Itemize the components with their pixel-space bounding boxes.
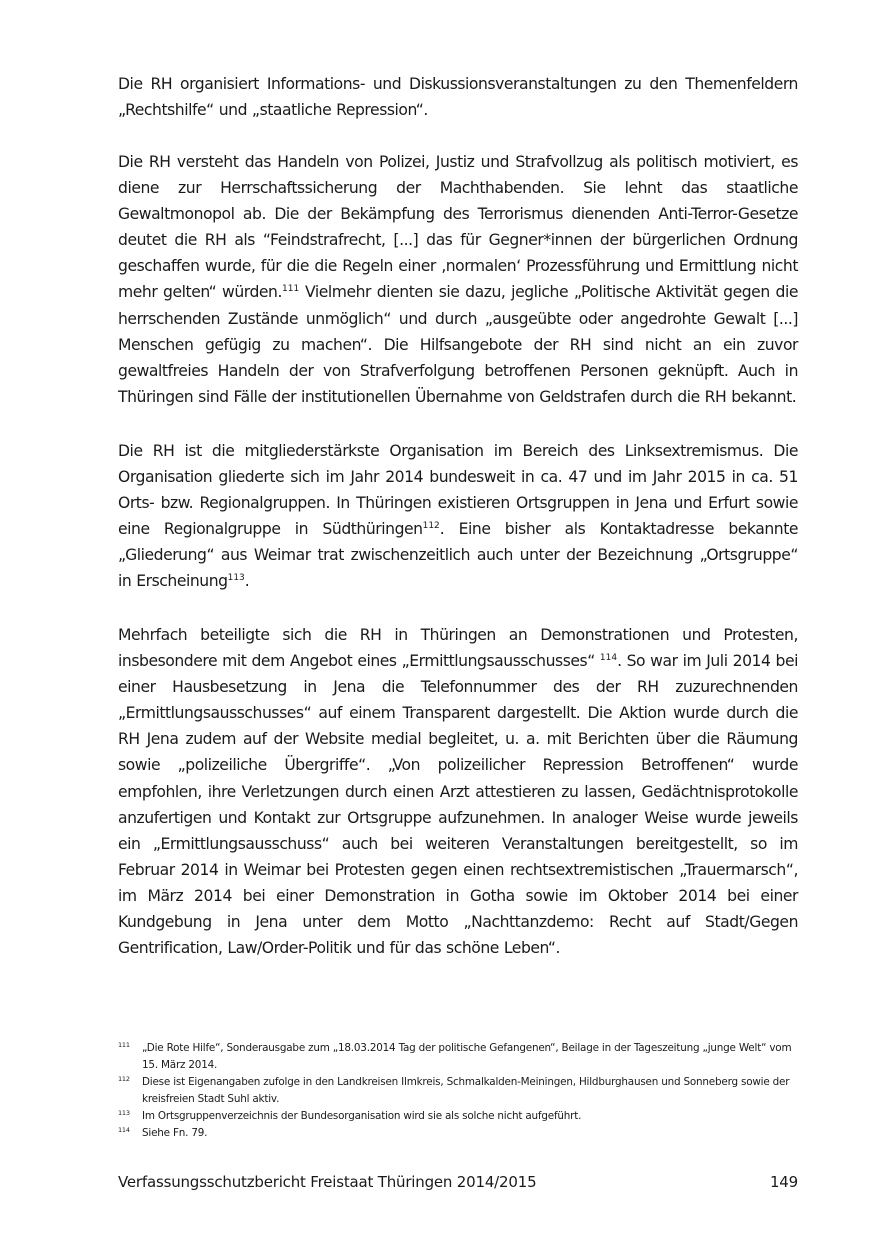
paragraph-text: . So war im Juli 2014 bei einer Hausbesetzung in Jena die Telefonnummer des der RH zuzurechnenden „Ermittlungsausschusses“ auf einem Transparent dargestellt. Die Aktion wurde durch die RH Jena zudem auf der Website medial begleitet, u. a. mit Berichten über die Räumung sowie „polizeiliche Übergriffe“. „Von polizeilicher Repression Betroffenen“ wurde empfohlen, ihre Verletzungen durch einen Arzt attestieren zu lassen, Gedächtnisprotokolle anzufertigen und Kontakt zur Ortsgruppe aufzunehmen. In analoger Weise wurde jeweils ein „Ermittlungsausschuss“ auch bei weiteren Veranstaltungen bereitgestellt, so im Februar 2014 in Weimar bei Protesten gegen einen rechtsextremistischen „Trauermarsch“, im März 2014 bei einer Demonstration in Gotha sowie im Oktober 2014 bei einer Kundgebung in Jena unter dem Motto „Nachttanzdemo: Recht auf Stadt/Gegen Gentrification, Law/Order-Politik und für das schöne Leben“. bbox=[118, 652, 798, 958]
footnotes bbox=[118, 1040, 798, 1142]
footer-title: Verfassungsschutzbericht Freistaat Thüringen 2014/2015 bbox=[118, 1173, 537, 1191]
footnote-text: Im Ortsgruppenverzeichnis der Bundesorganisation wird sie als solche nicht aufgeführt. bbox=[142, 1110, 582, 1122]
paragraph-text: Die RH versteht das Handeln von Polizei, Justiz und Strafvollzug als politisch motiviert, es diene zur Herrschaftssicherung der Machthabenden. Sie lehnt das staatliche Gewaltmonopol ab. Die der Bekämpfung des Terrorismus dienenden Anti-Terror-Gesetze deutet die RH als “Feindstrafrecht, [...] das für Gegner*innen der bürgerlichen Ordnung geschaffen wurde, für die die Regeln einer ‚normalen‘ Prozessführung und Ermittlung nicht mehr gelten“ würden. bbox=[118, 153, 798, 302]
footnote-item bbox=[118, 1040, 798, 1074]
footnote-ref-112[interactable]: 112 bbox=[422, 521, 440, 532]
footnote-text: Diese ist Eigenangaben zufolge in den Landkreisen Ilmkreis, Schmalkalden-Meiningen, Hildburghausen und Sonneberg sowie der kreisfreien Stadt Suhl aktiv. bbox=[142, 1076, 790, 1105]
footnote-ref-114[interactable]: 114 bbox=[599, 652, 618, 663]
paragraph-state-view bbox=[118, 149, 798, 410]
paragraph-text: Vielmehr dienten sie dazu, jegliche „Politische Aktivität gegen die herrschenden Zustände unmöglich“ und durch „ausgeübte oder angedrohte Gewalt [...] Menschen gefügig zu machen“. Die Hilfsangebote der RH sind nicht an ein zuvor gewaltfreies Handeln der von Strafverfolgung betroffenen Personen geknüpft. Auch in Thüringen sind Fälle der institutionellen Übernahme von Geldstrafen durch die RH bekannt. bbox=[118, 283, 798, 406]
paragraph-events bbox=[118, 71, 798, 123]
paragraph-text: Die RH organisiert Informations- und Diskussionsveranstaltungen zu den Themenfeldern „Rechtshilfe“ und „staatliche Repression“. bbox=[118, 75, 798, 120]
paragraph-demonstrations bbox=[118, 622, 798, 961]
footnote-number: 111 bbox=[118, 1041, 130, 1049]
footnote-number: 113 bbox=[118, 1109, 130, 1117]
footnote-text: Siehe Fn. 79. bbox=[142, 1127, 208, 1139]
footnote-ref-113[interactable]: 113 bbox=[227, 573, 245, 584]
page-number: 149 bbox=[769, 1173, 798, 1191]
paragraph-organisation bbox=[118, 438, 798, 595]
paragraph-text: . Eine bisher als Kontaktadresse bekannte „Gliederung“ aus Weimar trat zwischenzeitlich auch unter der Bezeichnung „Ortsgruppe“ in Erscheinung bbox=[118, 520, 798, 591]
footnote-number: 112 bbox=[118, 1075, 130, 1083]
footnote-item bbox=[118, 1108, 798, 1125]
paragraph-text: Die RH ist die mitgliederstärkste Organisation im Bereich des Linksextremismus. Die Organisation gliederte sich im Jahr 2014 bundesweit in ca. 47 und im Jahr 2015 in ca. 51 Orts- bzw. Regionalgruppen. In Thüringen existieren Ortsgruppen in Jena und Erfurt sowie eine Regionalgruppe in Südthüringen bbox=[118, 442, 798, 539]
footnote-item bbox=[118, 1125, 798, 1142]
footnote-item bbox=[118, 1074, 798, 1108]
footnote-ref-111[interactable]: 111 bbox=[282, 284, 300, 295]
footnote-number: 114 bbox=[118, 1126, 130, 1134]
footnote-text: „Die Rote Hilfe“, Sonderausgabe zum „18.03.2014 Tag der politische Gefangenen“, Beilage in der Tageszeitung „junge Welt“ vom 15. März 2014. bbox=[142, 1042, 792, 1071]
paragraph-text: . bbox=[244, 572, 250, 591]
paragraph-text: Mehrfach beteiligte sich die RH in Thüringen an Demonstrationen und Protesten, insbesondere mit dem Angebot eines „Ermittlungsausschusses“ bbox=[118, 626, 798, 671]
